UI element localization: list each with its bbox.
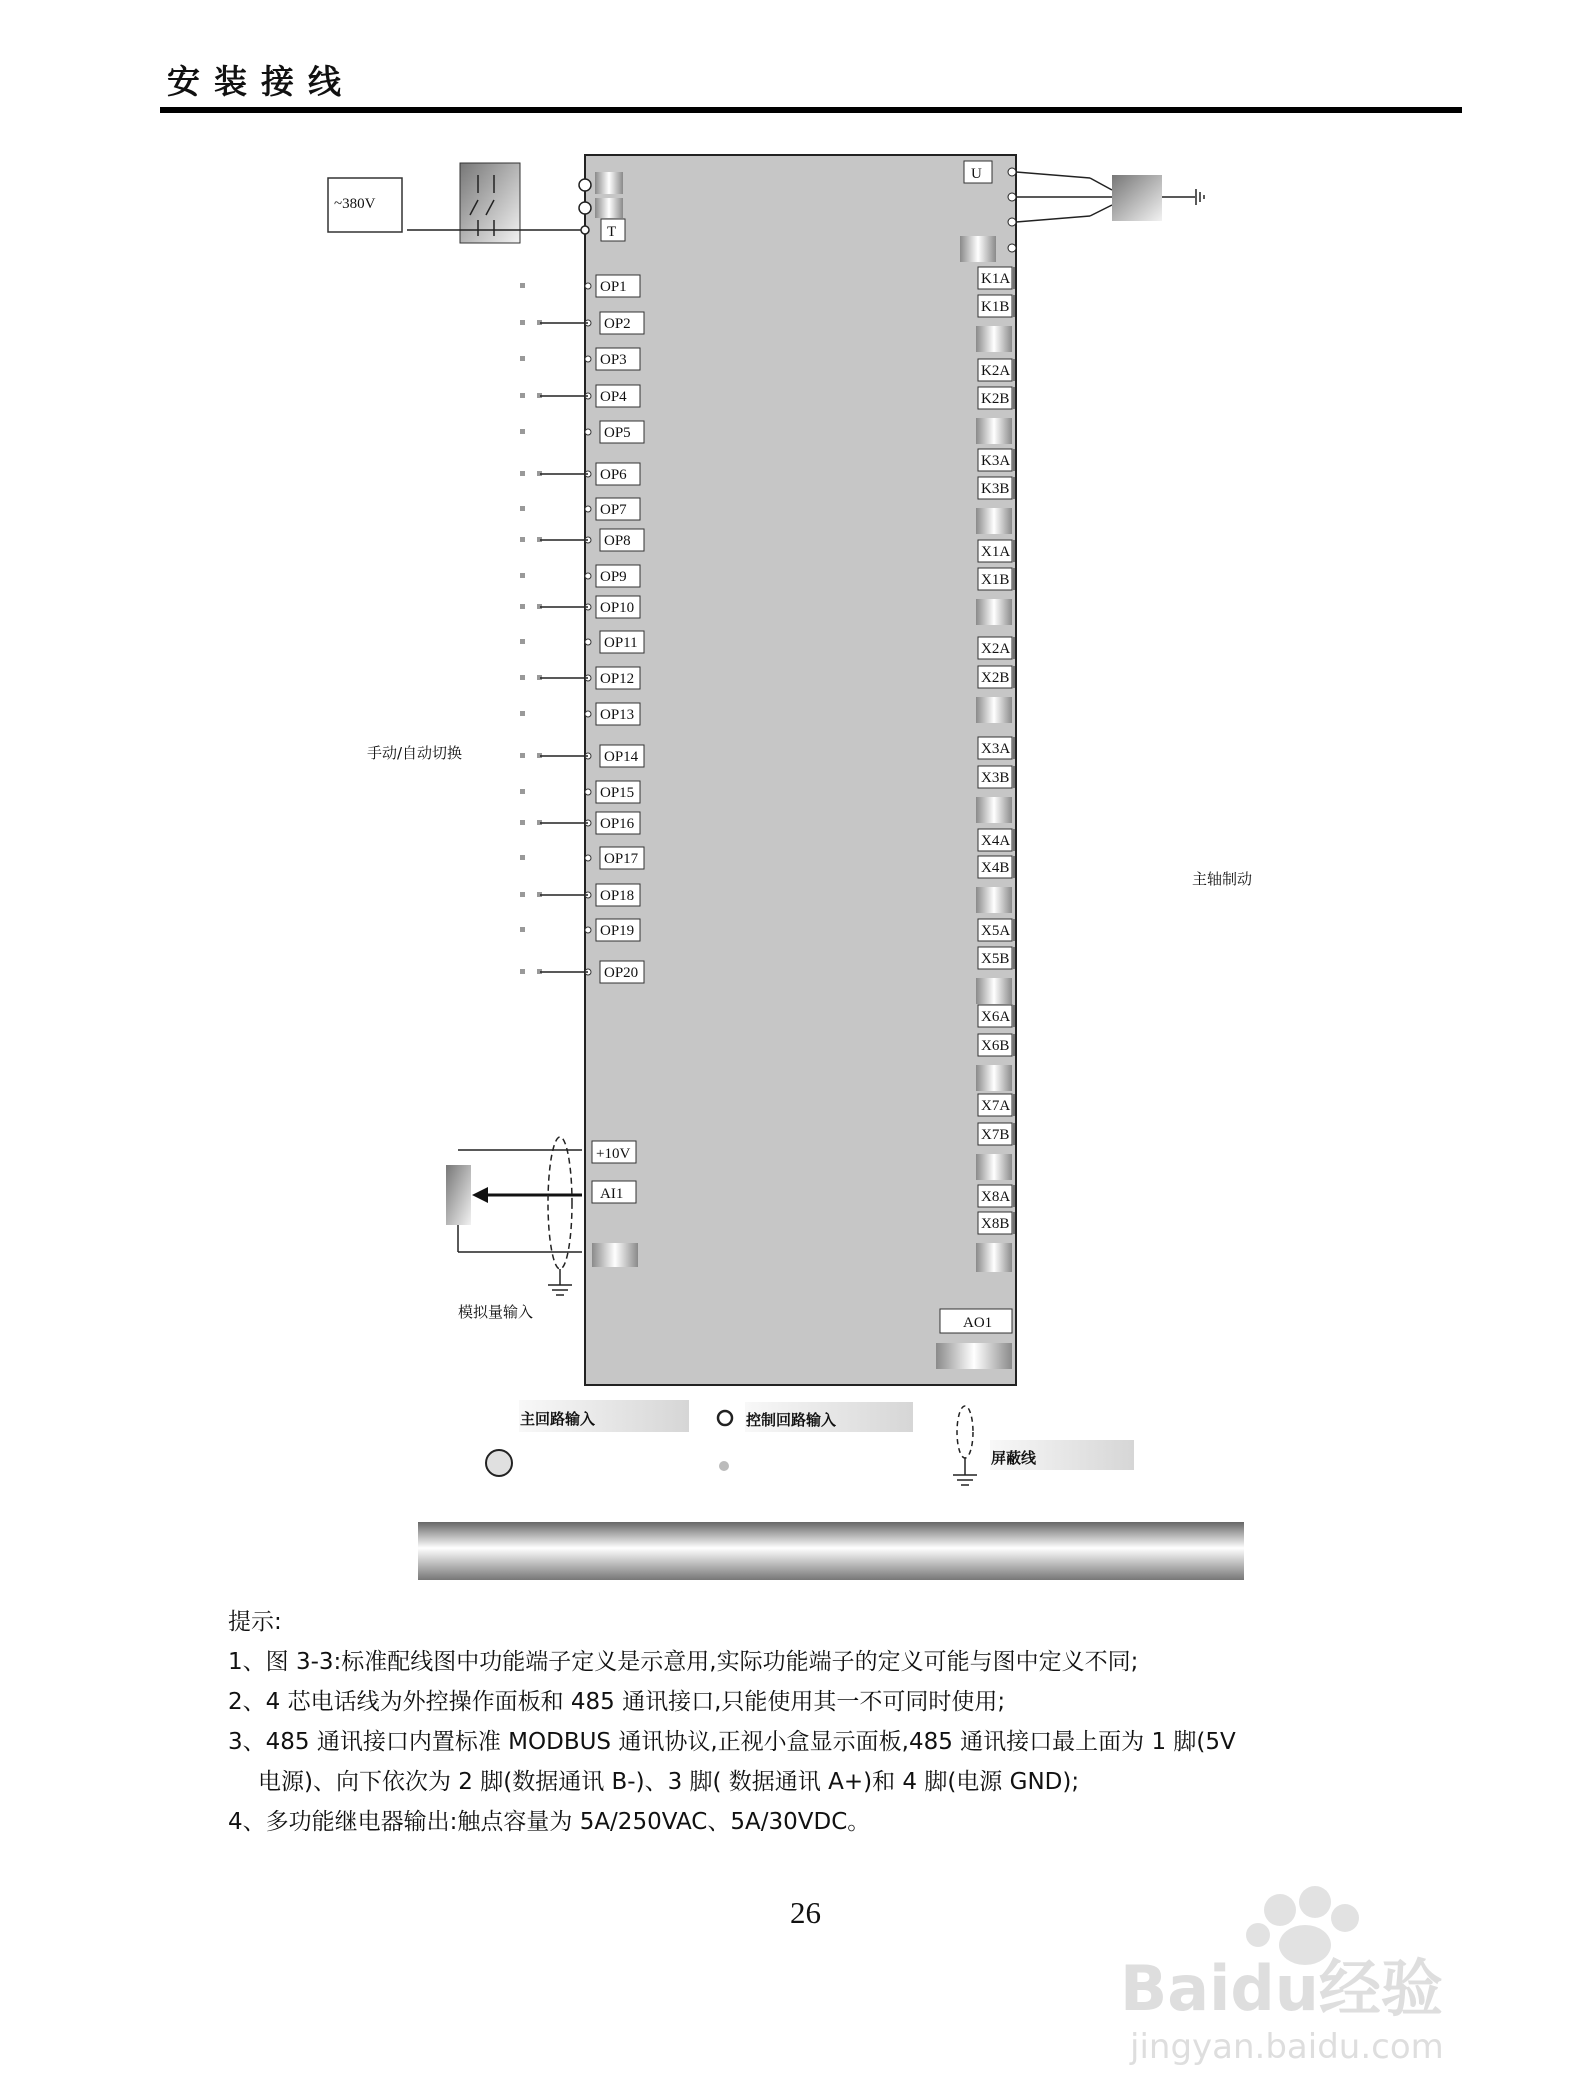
baidu-watermark-logo xyxy=(1100,1880,1490,2070)
relay-terminal-label: K3B xyxy=(981,481,1010,497)
op-terminal-label: OP3 xyxy=(600,352,627,368)
op-terminal-label: OP10 xyxy=(600,600,635,616)
note-item: 2、4 芯电话线为外控操作面板和 485 通讯接口,只能使用其一不可同时使用; xyxy=(228,1689,1006,1715)
op-switch-contact xyxy=(520,506,525,511)
terminal-ao1-gradient xyxy=(936,1343,1012,1369)
op-terminal-label: OP4 xyxy=(600,389,627,405)
op-terminal-label: OP8 xyxy=(604,533,631,549)
op-switch-contact xyxy=(520,789,525,794)
output-terminal-2 xyxy=(1008,193,1016,201)
relay-common-gradient xyxy=(976,978,1012,1004)
output-terminal-3 xyxy=(1008,218,1016,226)
terminal-T-label: T xyxy=(607,224,617,240)
page-number: 26 xyxy=(790,1895,821,1930)
motor-wiring xyxy=(1016,172,1195,222)
terminal-gradient-R xyxy=(595,172,623,194)
terminal-10v-label: +10V xyxy=(596,1146,631,1162)
wiper-arrow-icon xyxy=(472,1187,582,1203)
relay-common-gradient xyxy=(976,887,1012,913)
notes-heading: 提示: xyxy=(228,1609,282,1635)
relay-terminal-label: X7B xyxy=(981,1127,1010,1143)
terminal-ao1-label: AO1 xyxy=(963,1315,993,1331)
relay-terminal-label: K2A xyxy=(981,363,1011,379)
op-switch-contact xyxy=(520,711,525,716)
input-terminal-1 xyxy=(579,179,591,191)
op-switch-contact xyxy=(520,393,525,398)
relay-terminal-label: X3B xyxy=(981,770,1010,786)
relay-common-gradient xyxy=(976,418,1012,444)
op-terminal-label: OP13 xyxy=(600,707,635,723)
legend-main-symbol xyxy=(486,1450,512,1476)
relay-common-gradient xyxy=(976,1154,1012,1180)
op-terminal-dot xyxy=(585,573,591,579)
terminal-gradient-VW xyxy=(960,236,996,262)
terminal-gradient-S xyxy=(595,198,623,218)
op-terminal-dot xyxy=(585,506,591,512)
input-terminal-3 xyxy=(581,226,589,234)
relay-terminal-label: X1A xyxy=(981,544,1011,560)
op-terminal-label: OP19 xyxy=(600,923,635,939)
op-switch-contact xyxy=(520,753,525,758)
output-terminal-4 xyxy=(1008,244,1016,252)
notes-section xyxy=(228,1602,1478,1842)
op-terminal-label: OP6 xyxy=(600,467,627,483)
op-terminal-dot xyxy=(585,639,591,645)
manual-auto-label: 手动/自动切换 xyxy=(367,744,463,762)
relay-terminal-label: X8A xyxy=(981,1189,1011,1205)
op-switch-contact xyxy=(520,675,525,680)
op-terminal-dot xyxy=(585,711,591,717)
shield-ground-icon xyxy=(548,1269,572,1295)
op-terminal-label: OP1 xyxy=(600,279,627,295)
power-supply-label: ~380V xyxy=(334,196,376,212)
note-item: 1、图 3-3:标准配线图中功能端子定义是示意用,实际功能端子的定义可能与图中定义不同; xyxy=(228,1649,1139,1675)
op-switch-contact xyxy=(520,604,525,609)
relay-terminal-label: X2B xyxy=(981,670,1010,686)
relay-common-gradient xyxy=(976,326,1012,352)
op-switch-contact xyxy=(520,471,525,476)
potentiometer-wiring xyxy=(458,1150,582,1252)
breaker-box xyxy=(460,163,520,243)
op-switch-contact xyxy=(520,429,525,434)
relay-terminal-label: X5B xyxy=(981,951,1010,967)
legend-control-dot xyxy=(719,1461,729,1471)
legend-shield-symbol xyxy=(957,1406,973,1458)
note-item: 4、多功能继电器输出:触点容量为 5A/250VAC、5A/30VDC。 xyxy=(228,1809,871,1835)
op-terminal-label: OP15 xyxy=(600,785,635,801)
op-terminal-label: OP7 xyxy=(600,502,627,518)
op-terminal-label: OP5 xyxy=(604,425,631,441)
op-terminal-dot xyxy=(585,356,591,362)
figure-caption-bar xyxy=(418,1522,1244,1580)
op-switch-contact xyxy=(520,969,525,974)
relay-terminal-label: X3A xyxy=(981,741,1011,757)
op-terminal-label: OP2 xyxy=(604,316,631,332)
relay-terminal-label: X4A xyxy=(981,833,1011,849)
op-switch-contact xyxy=(520,283,525,288)
op-terminal-label: OP12 xyxy=(600,671,635,687)
relay-terminal-label: X4B xyxy=(981,860,1010,876)
drive-body xyxy=(585,155,1016,1385)
op-switch-contact xyxy=(520,537,525,542)
motor-box xyxy=(1112,175,1162,221)
op-switch-contact xyxy=(520,639,525,644)
legend-ground-icon xyxy=(953,1458,977,1485)
op-terminal-dot xyxy=(585,283,591,289)
relay-terminal-label: K3A xyxy=(981,453,1011,469)
op-terminal-dot xyxy=(585,927,591,933)
relay-terminal-label: X5A xyxy=(981,923,1011,939)
relay-terminal-label: K2B xyxy=(981,391,1010,407)
output-terminal-1 xyxy=(1008,168,1016,176)
op-switch-contact xyxy=(520,320,525,325)
op-terminal-label: OP9 xyxy=(600,569,627,585)
shield-ellipse xyxy=(548,1137,572,1269)
legend-control-label: 控制回路输入 xyxy=(746,1411,837,1429)
relay-terminal-label: K1A xyxy=(981,271,1011,287)
relay-common-gradient xyxy=(976,697,1012,723)
note-item: 3、485 通讯接口内置标准 MODBUS 通讯协议,正视小盒显示面板,485 通讯接口最上面为 1 脚(5V xyxy=(228,1729,1236,1755)
relay-common-gradient xyxy=(976,508,1012,534)
relay-common-gradient xyxy=(976,797,1012,823)
op-terminal-label: OP17 xyxy=(604,851,639,867)
spindle-brake-label: 主轴制动 xyxy=(1192,870,1253,888)
op-terminal-label: OP16 xyxy=(600,816,635,832)
op-terminal-label: OP20 xyxy=(604,965,639,981)
relay-common-gradient xyxy=(976,1065,1012,1091)
op-switch-contact xyxy=(520,855,525,860)
op-switch-contact xyxy=(520,927,525,932)
note-item: 电源)、向下依次为 2 脚(数据通讯 B-)、3 脚( 数据通讯 A+)和 4 脚(电源 GND); xyxy=(258,1769,1080,1795)
op-terminal-dot xyxy=(585,429,591,435)
relay-terminal-label: X7A xyxy=(981,1098,1011,1114)
op-terminal-label: OP18 xyxy=(600,888,635,904)
relay-terminal-label: X6B xyxy=(981,1038,1010,1054)
analog-input-label: 模拟量输入 xyxy=(458,1303,534,1321)
relay-common-gradient xyxy=(976,599,1012,625)
relay-terminal-label: X2A xyxy=(981,641,1011,657)
legend-control-symbol xyxy=(718,1411,732,1425)
relay-common-gradient xyxy=(976,1246,1012,1272)
op-switch-contact xyxy=(520,892,525,897)
terminal-U-label: U xyxy=(971,166,982,182)
terminal-gnd-gradient xyxy=(592,1243,638,1267)
op-terminal-dot xyxy=(585,855,591,861)
relay-terminal-label: X6A xyxy=(981,1009,1011,1025)
relay-terminal-label: X8B xyxy=(981,1216,1010,1232)
input-terminal-2 xyxy=(579,202,591,214)
op-switch-contact xyxy=(520,573,525,578)
legend-main-label: 主回路输入 xyxy=(520,1410,596,1428)
watermark-url: jingyan.baidu.com xyxy=(1130,2027,1444,2067)
page-header-title: 安装接线 xyxy=(167,62,355,101)
relay-terminal-label: K1B xyxy=(981,299,1010,315)
op-switch-contact xyxy=(520,820,525,825)
op-terminal-label: OP14 xyxy=(604,749,639,765)
watermark-brand: Baidu经验 xyxy=(1120,1952,1443,2025)
terminal-ai1-label: AI1 xyxy=(600,1186,624,1202)
relay-terminal-label: X1B xyxy=(981,572,1010,588)
ground-icon xyxy=(1196,189,1204,205)
potentiometer-box xyxy=(446,1165,471,1225)
op-switch-contact xyxy=(520,356,525,361)
op-terminal-label: OP11 xyxy=(604,635,638,651)
op-terminal-dot xyxy=(585,789,591,795)
legend-shield-label: 屏蔽线 xyxy=(991,1449,1037,1467)
